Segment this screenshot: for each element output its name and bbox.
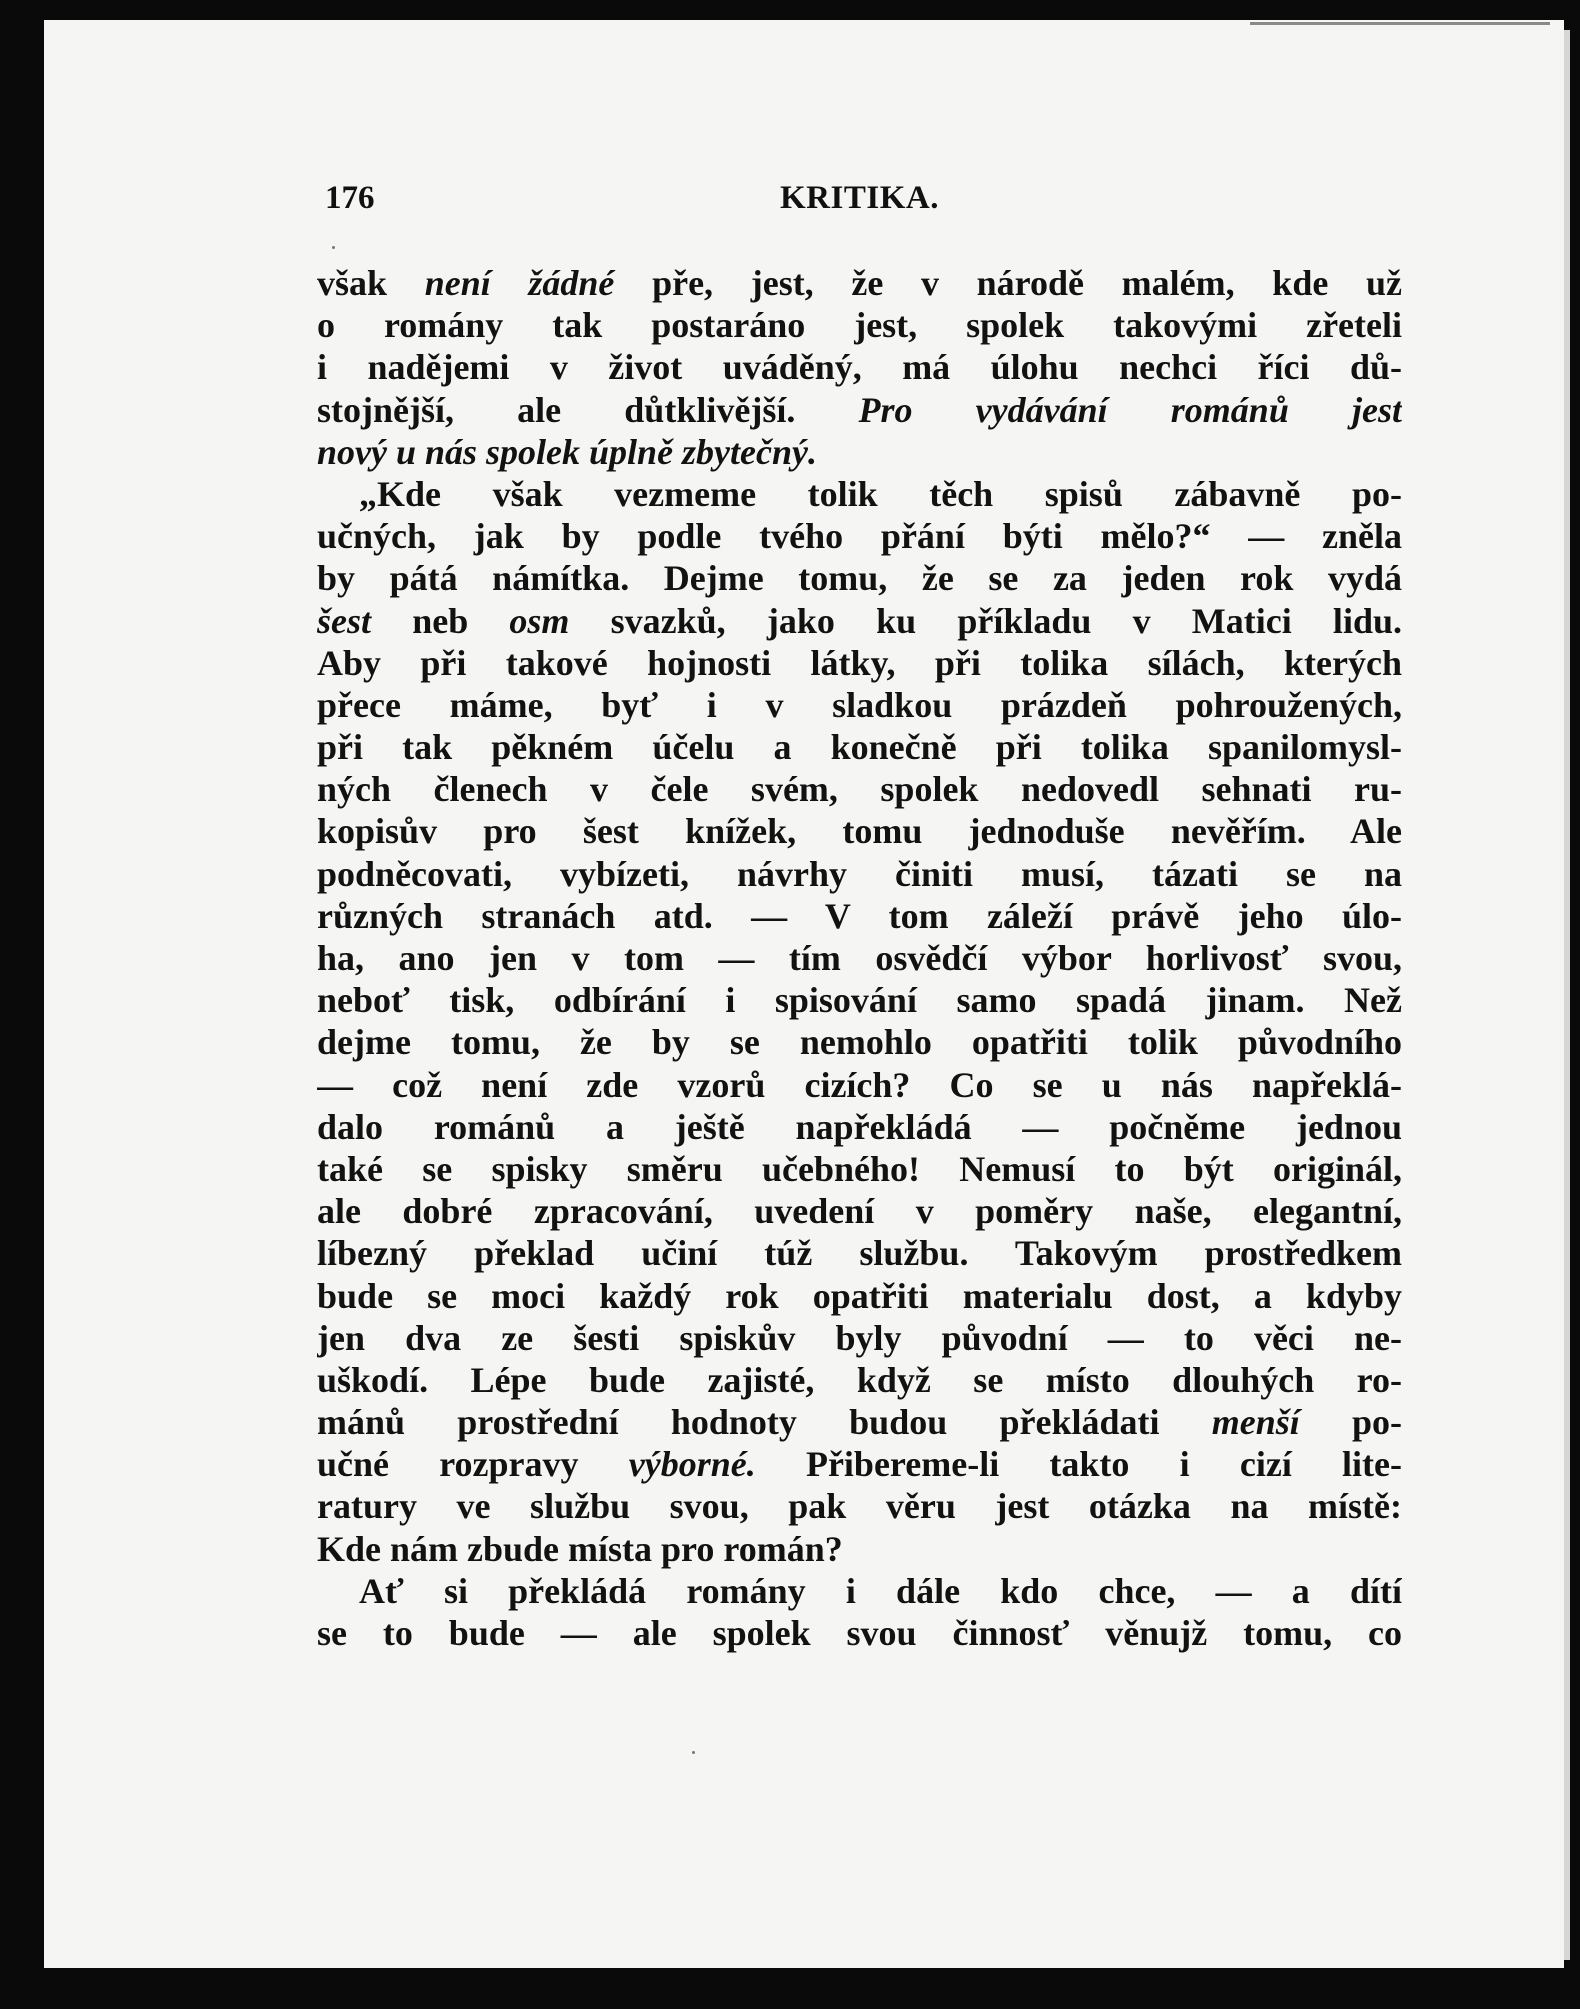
text-line: ratury ve službu svou, pak věru jest otázka na místě: (317, 1486, 1402, 1527)
text-line: Ať si překládá romány i dále kdo chce, — a dítí (359, 1570, 1402, 1611)
emphasis: Pro vydávání románů jest (858, 389, 1402, 430)
page-number: 176 (325, 180, 375, 216)
text-line: se to bude — ale spolek svou činnosť věnujž tomu, co (317, 1613, 1402, 1653)
text-line: však není žádné pře, jest, že v národě malém, kde už (317, 263, 1402, 303)
emphasis: výborné. (628, 1444, 756, 1485)
text-line: kopisův pro šest knížek, tomu jednoduše nevěřím. Ale (317, 811, 1402, 852)
text-line: by pátá námítka. Dejme tomu, že se za jeden rok vydá (317, 558, 1402, 599)
text-line: mánů prostřední hodnoty budou překládati menší po- (317, 1402, 1402, 1443)
text-line: šest neb osm svazků, jako ku příkladu v Matici lidu. (317, 600, 1402, 641)
text-line: — což není zde vzorů cizích? Co se u nás napřeklá- (317, 1064, 1402, 1105)
emphasis: nový u nás spolek úplně zbytečný. (317, 431, 817, 472)
running-title: KRITIKA. (780, 180, 939, 216)
text-line: při tak pěkném účelu a konečně při tolika spanilomysl- (317, 727, 1402, 768)
text-line: učné rozpravy výborné. Přibereme-li takto i cizí lite- (317, 1444, 1402, 1485)
text-line: Kde nám zbude místa pro román? (317, 1528, 843, 1569)
text-line: ale dobré zpracování, uvedení v poměry naše, elegantní, (317, 1191, 1402, 1232)
emphasis: není žádné (424, 263, 615, 303)
text-line: Aby při takové hojnosti látky, při tolika sílách, kterých (317, 642, 1402, 683)
text-line: jen dva ze šesti spiskův byly původní — to věci ne- (317, 1317, 1402, 1358)
text-line: líbezný překlad učiní túž službu. Takovým prostředkem (317, 1233, 1402, 1274)
text-line: ných členech v čele svém, spolek nedovedl sehnati ru- (317, 769, 1402, 810)
text-line: podněcovati, vybízeti, návrhy činiti musí, tázati se na (317, 853, 1402, 894)
text-line: uškodí. Lépe bude zajisté, když se místo dlouhých ro- (317, 1359, 1402, 1400)
text-line: neboť tisk, odbírání i spisování samo spadá jinam. Než (317, 980, 1402, 1021)
emphasis: menší (1211, 1402, 1300, 1443)
text-line: o romány tak postaráno jest, spolek takovými zřeteli (317, 305, 1402, 346)
scan-artifact-rule (1250, 22, 1550, 25)
text-line: bude se moci každý rok opatřiti materialu dost, a kdyby (317, 1275, 1402, 1316)
text-line: ha, ano jen v tom — tím osvědčí výbor horlivosť svou, (317, 938, 1402, 978)
text-line: stojnější, ale důtklivější. Pro vydávání románů jest (317, 389, 1402, 430)
text-line: dalo románů a ještě napřekládá — počněme jednou (317, 1106, 1402, 1147)
text-line: dejme tomu, že by se nemohlo opatřiti tolik původního (317, 1022, 1402, 1063)
emphasis: šest (317, 600, 371, 641)
emphasis: osm (509, 600, 570, 641)
text-line: také se spisky směru učebného! Nemusí to být originál, (317, 1148, 1402, 1189)
running-header (325, 176, 1395, 220)
text-line (317, 431, 1402, 473)
dust-speck (692, 1751, 695, 1754)
text-line: učných, jak by podle tvého přání býti mělo?“ — zněla (317, 516, 1402, 557)
body-text (317, 262, 1402, 1654)
text-line: i nadějemi v život uváděný, má úlohu nechci říci dů- (317, 347, 1402, 388)
text-line: „Kde však vezmeme tolik těch spisů zábavně po- (359, 473, 1402, 514)
text-line: různých stranách atd. — V tom záleží právě jeho úlo- (317, 895, 1402, 936)
dust-speck (332, 246, 335, 249)
text-line: přece máme, byť i v sladkou prázdeň pohroužených, (317, 684, 1402, 725)
page-edge-shadow (1564, 30, 1570, 1960)
